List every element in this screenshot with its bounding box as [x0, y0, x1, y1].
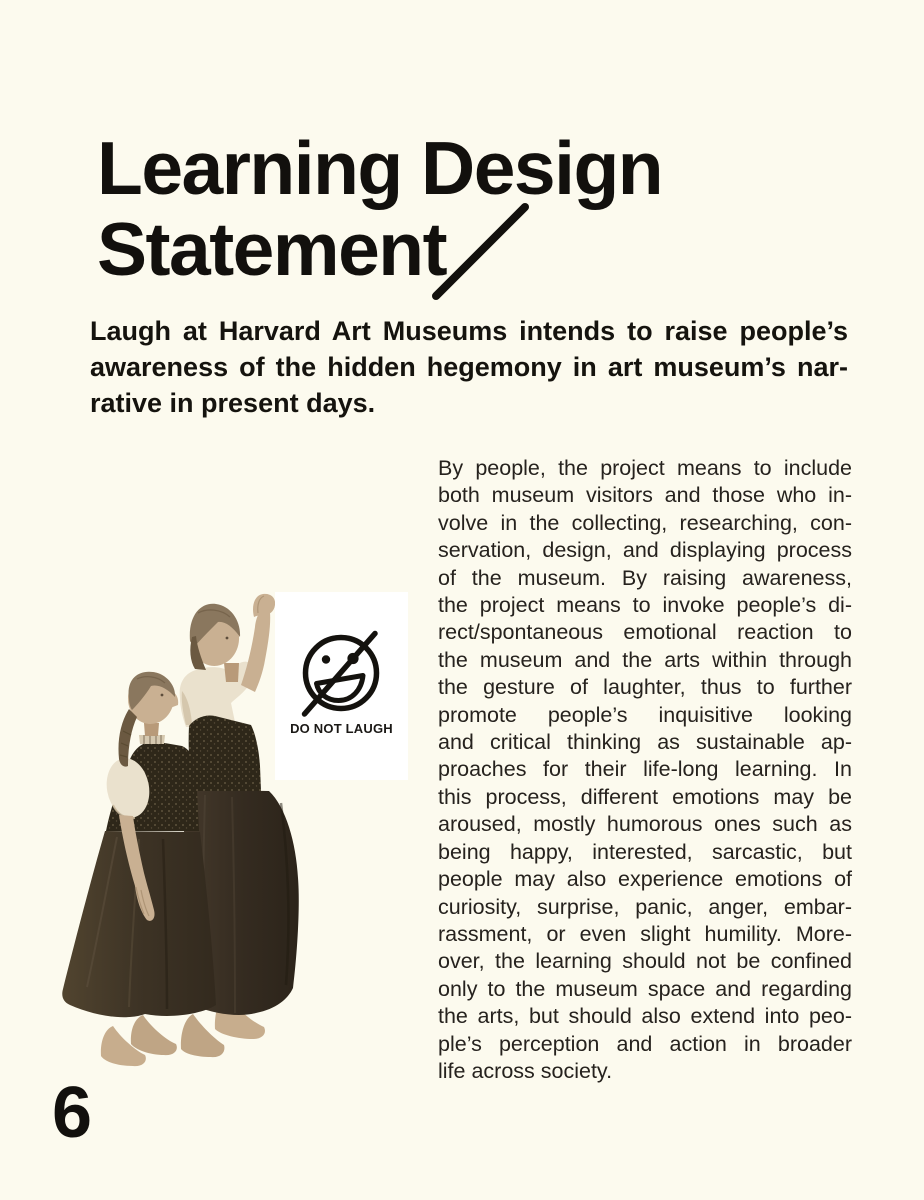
text-line: By people, the project means to include: [438, 456, 852, 480]
text-line: aroused, mostly humorous ones such as: [438, 812, 852, 837]
text-line: life across society.: [438, 1058, 613, 1083]
page-title: [97, 128, 662, 290]
text-line: awareness of the hidden hegemony in art museum’s nar-: [90, 352, 848, 382]
text-line: Laugh at Harvard Art Museums intends to raise people’s: [90, 316, 848, 346]
text-line: volve in the collecting, researching, con-: [438, 510, 852, 535]
do-not-laugh-sign: [275, 592, 408, 780]
body-text: [438, 455, 852, 1085]
text-line: people may also experience emotions of: [438, 867, 852, 892]
page-number: 6: [52, 1073, 93, 1153]
sign-label: DO NOT LAUGH: [290, 721, 393, 736]
title-slash-icon: [424, 199, 536, 305]
no-laughing-face-icon: [291, 626, 391, 726]
text-line: the arts, but should also extend into peo-: [438, 1004, 852, 1029]
text-line: proaches for their life-long learning. In: [438, 757, 852, 782]
text-line: and critical thinking as sustainable ap-: [438, 730, 852, 755]
text-line: rative in present days.: [90, 388, 376, 418]
girl-back-neck: [224, 663, 239, 682]
text-line: promote people’s inquisitive looking: [438, 702, 852, 727]
title-line-1: Learning Design: [97, 126, 663, 210]
text-line: over, the learning should not be confined: [438, 949, 852, 974]
text-line: this process, different emotions may be: [438, 784, 852, 809]
text-line: the gesture of laughter, thus to further: [438, 675, 852, 700]
text-line: the museum and the arts within through: [438, 647, 852, 672]
text-line: of the museum. By raising awareness,: [438, 565, 852, 590]
text-line: curiosity, surprise, panic, anger, embar-: [438, 894, 852, 919]
girl-back-arm: [241, 608, 270, 692]
girl-back-hand: [253, 594, 275, 617]
text-line: only to the museum space and regarding: [438, 976, 852, 1001]
subtitle: [90, 313, 848, 421]
girl-front-neck: [144, 723, 159, 736]
girl-front-foot: [131, 1015, 177, 1055]
text-line: being happy, interested, sarcastic, but: [438, 839, 852, 864]
text-line: ple’s perception and action in broader: [438, 1031, 852, 1056]
title-line-2: Statement: [97, 207, 447, 291]
text-line: rect/spontaneous emotional reaction to: [438, 620, 852, 645]
text-line: servation, design, and displaying process: [438, 538, 852, 563]
text-line: the project means to invoke people’s di-: [438, 593, 852, 618]
text-line: rassment, or even slight humility. More-: [438, 921, 852, 946]
text-line: both museum visitors and those who in-: [438, 483, 852, 508]
